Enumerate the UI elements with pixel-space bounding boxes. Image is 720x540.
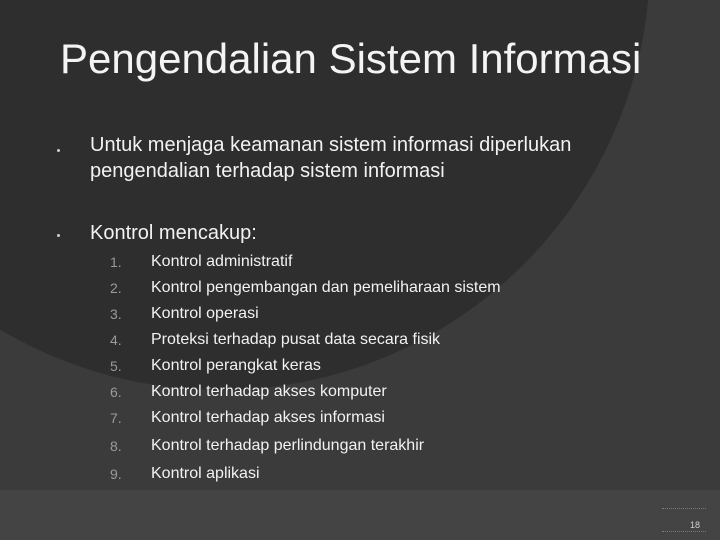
bottom-strip xyxy=(0,490,720,540)
bullet-text: Untuk menjaga keamanan sistem informasi diperlukan pengendalian terhadap sistem informasi xyxy=(90,134,572,182)
list-item xyxy=(110,275,670,301)
list-item-number: 1. xyxy=(110,254,122,270)
bullet-dot-icon xyxy=(57,149,60,152)
list-item-text: Kontrol perangkat keras xyxy=(151,357,321,374)
list-item-number: 9. xyxy=(110,466,122,482)
list-item xyxy=(110,249,670,275)
list-item xyxy=(110,405,670,431)
list-item xyxy=(110,353,670,379)
bullet-dot-icon xyxy=(57,234,60,237)
list-item-text: Kontrol terhadap perlindungan terakhir xyxy=(151,437,425,454)
list-item xyxy=(110,327,670,353)
list-item-number: 4. xyxy=(110,332,122,348)
list-item-text: Kontrol terhadap akses informasi xyxy=(151,409,385,426)
list-item xyxy=(110,301,670,327)
list-item-number: 3. xyxy=(110,306,122,322)
list-item-text: Kontrol administratif xyxy=(151,253,293,270)
list-item xyxy=(110,379,670,405)
list-item-text: Proteksi terhadap pusat data secara fisik xyxy=(151,331,441,348)
list-item-number: 8. xyxy=(110,438,122,454)
list-item-text: Kontrol aplikasi xyxy=(151,465,260,482)
slide-title: Pengendalian Sistem Informasi xyxy=(60,35,642,82)
list-item-text: Kontrol pengembangan dan pemeliharaan sistem xyxy=(151,279,501,296)
list-item-number: 6. xyxy=(110,384,122,400)
numbered-list xyxy=(110,249,670,487)
bullet-text: Kontrol mencakup: xyxy=(90,222,257,244)
list-item xyxy=(110,433,670,459)
list-item-number: 5. xyxy=(110,358,122,374)
list-item-number: 7. xyxy=(110,410,122,426)
list-item-text: Kontrol operasi xyxy=(151,305,259,322)
page-number: 18 xyxy=(689,520,700,530)
list-item xyxy=(110,461,670,487)
list-item-text: Kontrol terhadap akses komputer xyxy=(151,383,387,400)
list-item-number: 2. xyxy=(110,280,122,296)
